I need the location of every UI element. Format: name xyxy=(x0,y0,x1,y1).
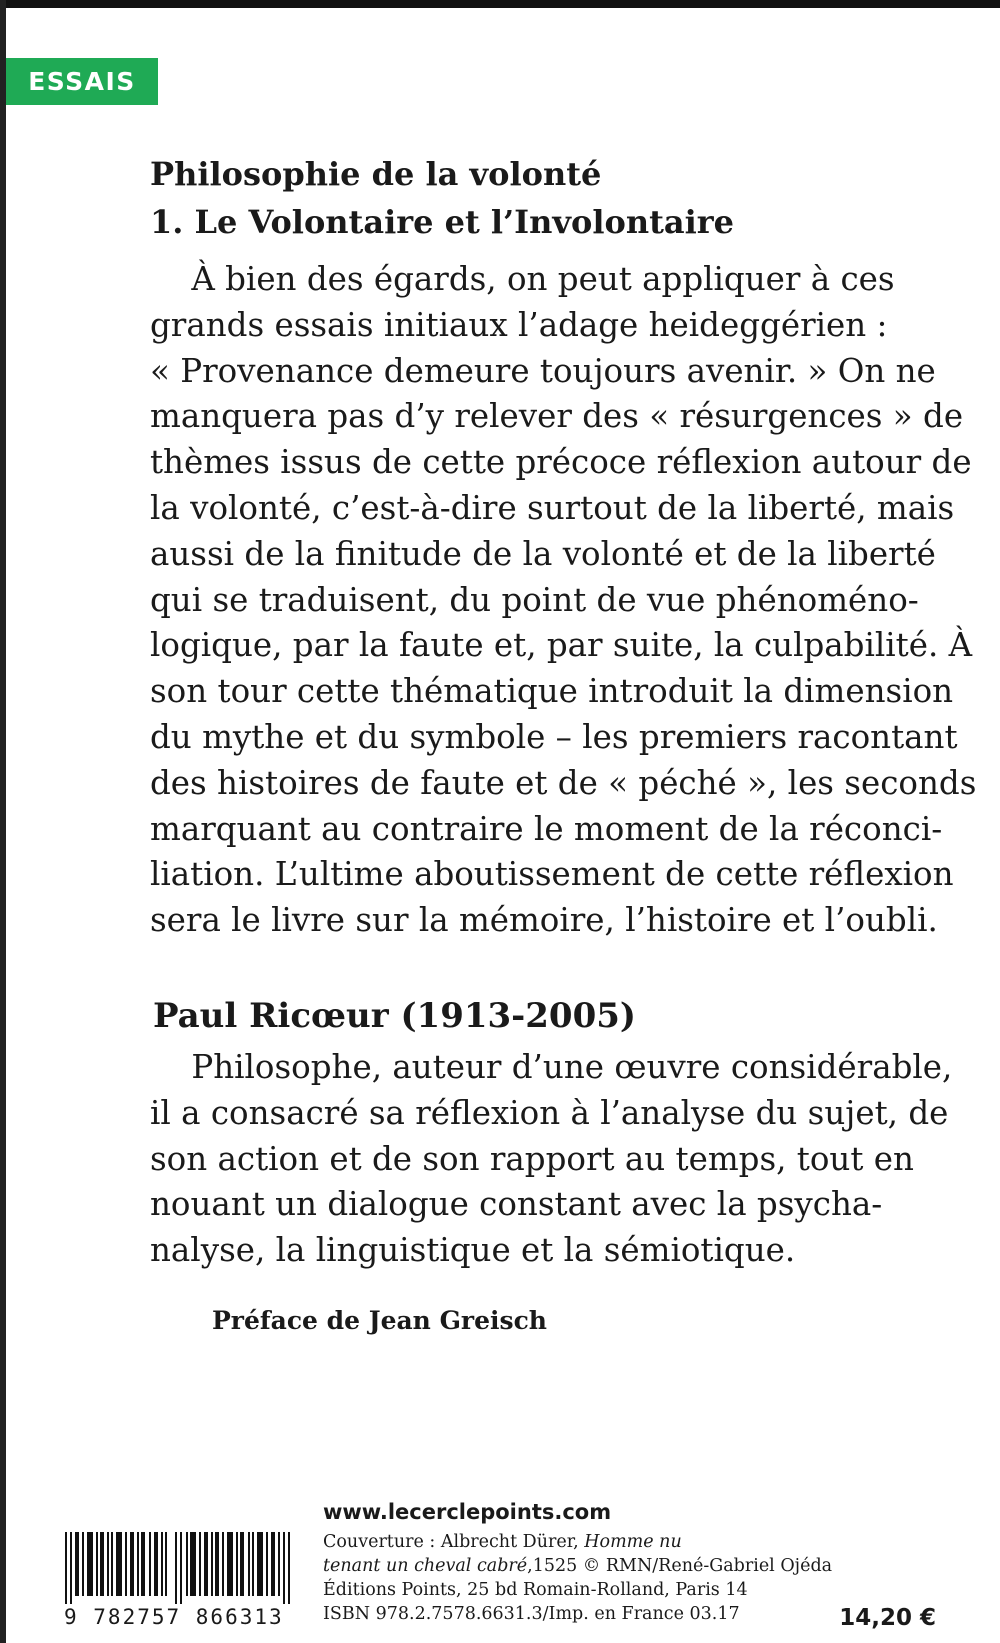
blurb-line: manquera pas d’y relever des « résurgences » de xyxy=(150,397,964,436)
blurb-line: aussi de la finitude de la volonté et de la liberté xyxy=(150,534,936,573)
cover-credit-line xyxy=(323,1530,832,1554)
blurb-paragraph xyxy=(150,257,976,944)
bio-line: Philosophe, auteur d’une œuvre considérable, xyxy=(150,1048,953,1086)
barcode-number: 9 782757 866313 xyxy=(64,1605,284,1629)
blurb-line: « Provenance demeure toujours avenir. » On ne xyxy=(150,351,936,390)
colophon xyxy=(323,1530,832,1626)
blurb-line: du mythe et du symbole – les premiers racontant xyxy=(150,717,958,756)
blurb-line: thèmes issus de cette précoce réflexion autour de xyxy=(150,443,972,482)
blurb-line: qui se traduisent, du point de vue phénoméno- xyxy=(150,580,919,619)
blurb-line: sera le livre sur la mémoire, l’histoire et l’oubli. xyxy=(150,901,938,940)
left-border xyxy=(0,0,6,1643)
preface-credit: Préface de Jean Greisch xyxy=(212,1306,547,1335)
barcode-image xyxy=(65,1532,305,1604)
blurb-line: marquant au contraire le moment de la réconci- xyxy=(150,809,943,848)
cover-artwork-title: Homme nu xyxy=(584,1532,682,1552)
blurb-line: liation. L’ultime aboutissement de cette réflexion xyxy=(150,855,954,894)
author-bio xyxy=(150,1045,952,1274)
blurb-line: logique, par la faute et, par suite, la culpabilité. À xyxy=(150,626,973,665)
blurb-line: son tour cette thématique introduit la dimension xyxy=(150,672,954,711)
book-subtitle: 1. Le Volontaire et l’Involontaire xyxy=(150,203,734,241)
publisher-website: www.lecerclepoints.com xyxy=(323,1500,612,1524)
publisher-address: Éditions Points, 25 bd Romain-Rolland, Paris 14 xyxy=(323,1580,748,1600)
blurb-line: la volonté, c’est-à-dire surtout de la liberté, mais xyxy=(150,488,955,527)
cover-credit-line-2 xyxy=(323,1554,832,1578)
bio-line: son action et de son rapport au temps, tout en xyxy=(150,1139,914,1178)
bio-line: nouant un dialogue constant avec la psycha- xyxy=(150,1185,883,1224)
top-border xyxy=(0,0,1000,8)
bio-line: il a consacré sa réflexion à l’analyse du sujet, de xyxy=(150,1093,949,1132)
cover-credit-suffix: ,1525 © RMN/René-Gabriel Ojéda xyxy=(527,1556,833,1576)
price-tag: 14,20 € xyxy=(839,1605,936,1631)
blurb-line: grands essais initiaux l’adage heideggérien : xyxy=(150,305,888,344)
cover-credit-prefix: Couverture : Albrecht Dürer, xyxy=(323,1532,585,1552)
bio-line: nalyse, la linguistique et la sémiotique. xyxy=(150,1231,796,1270)
cover-artwork-title-cont: tenant un cheval cabré xyxy=(323,1556,528,1576)
author-heading: Paul Ricœur (1913-2005) xyxy=(153,996,636,1036)
series-label: ESSAIS xyxy=(6,58,158,105)
blurb-line: des histoires de faute et de « péché », les seconds xyxy=(150,763,977,802)
book-title: Philosophie de la volonté xyxy=(150,155,602,193)
blurb-line: À bien des égards, on peut appliquer à ces xyxy=(150,260,895,298)
isbn-line: ISBN 978.2.7578.6631.3/Imp. en France 03.17 xyxy=(323,1604,740,1624)
